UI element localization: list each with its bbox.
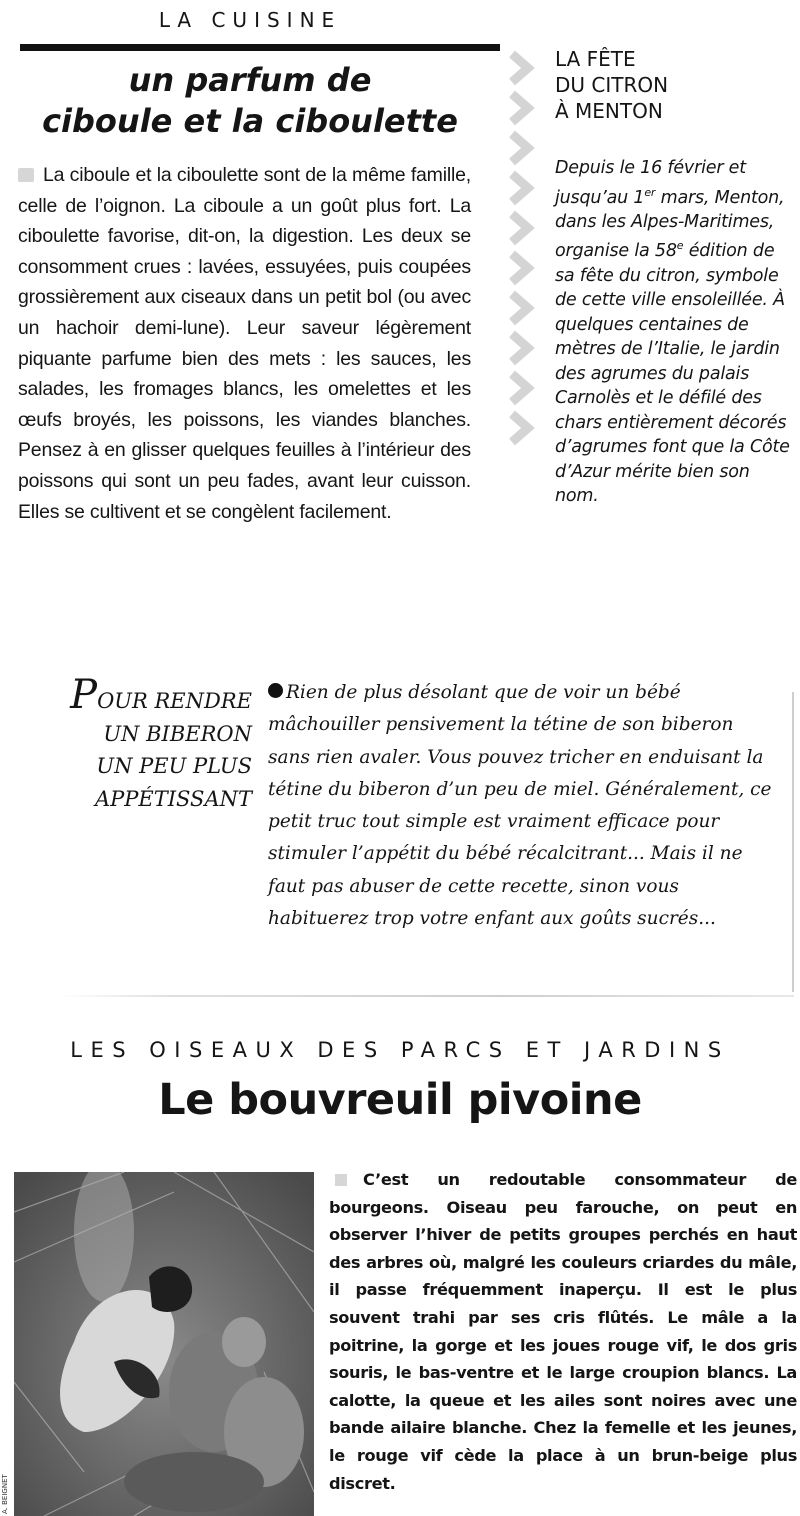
- tip-title-line1: [40, 672, 252, 718]
- oiseaux-bullet: [335, 1174, 347, 1186]
- cuisine-headline: [0, 60, 500, 142]
- tip-article: [268, 677, 778, 935]
- cuisine-headline-line1: un parfum de: [128, 61, 372, 99]
- oiseaux-headline: Le bouvreuil pivoine: [158, 1075, 642, 1125]
- tip-title-line2: UN BIBERON: [103, 721, 252, 746]
- sidebar-body-part3: édition de sa fête du citron, symbole de cette ville ensoleillée. À quelques centaines de mètres de l’Italie, le jardin des agrumes du palais Carnolès et le défilé des chars entièrement décorés d’agrumes font que la Côte d’Azur mérite bien son nom.: [555, 241, 790, 507]
- tip-title-line3: UN PEU PLUS: [96, 754, 252, 778]
- cuisine-rule: [20, 44, 500, 51]
- oiseaux-kicker: LES OISEAUX DES PARCS ET JARDINS: [70, 1038, 730, 1062]
- tip-title-initial: P: [70, 672, 98, 718]
- oiseaux-article: [329, 1166, 797, 1497]
- sidebar-body: [555, 156, 797, 509]
- photo-credit: A. BEIGNET: [1, 1474, 9, 1514]
- tip-title-line1-rest: OUR RENDRE: [97, 689, 252, 713]
- cuisine-kicker: LA CUISINE: [158, 8, 342, 32]
- cuisine-headline-line2: ciboule et la ciboulette: [42, 102, 458, 140]
- bullfinch-nest-photo: [14, 1172, 314, 1516]
- sidebar-sup-er: er: [644, 185, 656, 199]
- tip-body-text: Rien de plus désolant que de voir un bébé mâchouiller pensivement la tétine de son biberon sans rien avaler. Vous pouvez tricher en enduisant la tétine du biberon d’un peu de miel. Généralement, ce petit truc tout simple est vraiment efficace pour stimuler l’appétit du bébé récalcitrant... Mais il ne faut pas abuser de cette recette, sinon vous habituerez trop votre enfant aux goûts sucrés...: [268, 682, 772, 930]
- cuisine-body-text: La ciboule et la ciboulette sont de la même famille, celle de l’oignon. La ciboule a un goût plus fort. La ciboulette favorise, dit-on, la digestion. Les deux se consomment crues : lavées, essuyées, puis coupées grossièrement aux ciseaux dans un petit bol (ou avec un hachoir demi-lune). Leur saveur légèrement piquante parfume bien des mets : les sauces, les salades, les fromages blancs, les omelettes et les œufs broyés, les poissons, les viandes blanches. Pensez à en glisser quelques feuilles à l’intérieur des poissons qui sont un peu fades, avant leur cuisson. Elles se cultivent et se congèlent facilement.: [18, 164, 471, 523]
- tip-bullet: [268, 683, 283, 698]
- sidebar-title-line1: LA FÊTE: [555, 47, 636, 71]
- sidebar-title-line3: À MENTON: [555, 99, 663, 123]
- sidebar-title: [555, 46, 795, 124]
- tip-box-border-bottom: [60, 995, 794, 997]
- tip-box-border-right: [792, 692, 794, 992]
- cuisine-article: [18, 160, 471, 527]
- tip-title: [40, 672, 252, 815]
- tip-title-line4: APPÉTISSANT: [94, 786, 252, 811]
- decorative-chevron-strip: [500, 48, 540, 448]
- sidebar-body-part2: mars, Menton, dans les Alpes-Maritimes, organise la 58: [555, 187, 785, 262]
- article-bullet: [18, 168, 34, 182]
- sidebar-title-line2: DU CITRON: [555, 73, 669, 97]
- oiseaux-body-text: C’est un redoutable consommateur de bourgeons. Oiseau peu farouche, on peut en observer l’hiver de petits groupes perchés en haut des arbres où, malgré les couleurs criardes du mâle, il passe fréquemment inaperçu. Il est le plus souvent trahi par ses cris flûtés. Le mâle a la poitrine, la gorge et les joues rouge vif, le dos gris souris, le bas-ventre et le large croupion blancs. La calotte, la queue et les ailes sont noires avec une bande ailaire blanche. Chez la femelle et les jeunes, le rouge vif cède la place à un brun-beige plus discret.: [329, 1170, 797, 1493]
- sidebar-sup-e: e: [676, 239, 684, 253]
- sidebar-body-part1: Depuis le 16 février et jusqu’au 1: [555, 158, 746, 208]
